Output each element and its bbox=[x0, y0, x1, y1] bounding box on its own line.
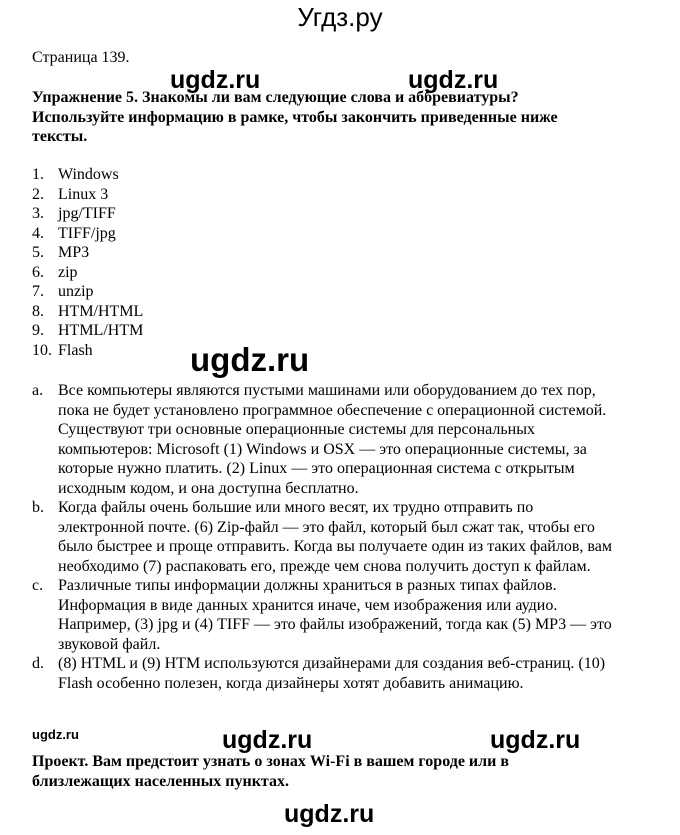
answer-text: zip bbox=[58, 263, 78, 281]
answer-item bbox=[32, 185, 143, 205]
text-letter: b. bbox=[32, 499, 44, 516]
project-text: Проект. Вам предстоит узнать о зонах Wi-Fi в вашем городе или в близлежащих населенных пунктах. bbox=[32, 753, 509, 790]
answer-text: TIFF/jpg bbox=[58, 224, 116, 242]
answer-number: 8. bbox=[32, 302, 44, 320]
text-body: Все компьютеры являются пустыми машинами или оборудованием до тех пор, пока не будет установлено программное обеспечение с операционной системой. Существуют три основные операционные системы для персональных компьютеров: Microsoft (1) Windows и OSX — это операционные системы, за которые нужно платить. (2) Linux — это операционная система с открытым исходным кодом, и она доступна бесплатно. bbox=[58, 382, 607, 497]
answer-number: 7. bbox=[32, 283, 44, 300]
answer-number: 9. bbox=[32, 322, 44, 339]
text-item bbox=[32, 654, 612, 693]
answer-text: Flash bbox=[58, 341, 93, 359]
answer-item bbox=[32, 341, 143, 361]
text-letter: a. bbox=[32, 382, 44, 399]
text-item bbox=[32, 576, 612, 654]
text-list bbox=[32, 381, 612, 693]
watermark: ugdz.ru bbox=[284, 800, 375, 828]
page-label: Страница 139. bbox=[32, 49, 130, 66]
answer-text: unzip bbox=[58, 283, 94, 300]
answer-item bbox=[32, 224, 143, 244]
answer-item bbox=[32, 263, 143, 283]
answer-number: 5. bbox=[32, 244, 44, 261]
answer-number: 1. bbox=[32, 166, 44, 183]
answer-text: HTML/HTM bbox=[58, 322, 144, 339]
text-letter: d. bbox=[32, 655, 44, 672]
watermark: ugdz.ru bbox=[32, 727, 79, 742]
text-body: Различные типы информации должны храниться в разных типах файлов. Информация в виде данных хранится иначе, чем изображения или аудио. Например, (3) jpg и (4) TIFF — это файлы изображений, тогда как (5) MP3 — это звуковой файл. bbox=[58, 577, 612, 653]
text-body: (8) HTML и (9) HTM используются дизайнерами для создания веб-страниц. (10) Flash особенно полезен, когда дизайнеры хотят добавить анимацию. bbox=[58, 655, 606, 692]
answer-list bbox=[32, 165, 143, 360]
answer-text: Linux 3 bbox=[58, 185, 109, 203]
answer-item bbox=[32, 302, 143, 322]
answer-item bbox=[32, 165, 143, 185]
answer-number: 4. bbox=[32, 224, 44, 242]
answer-item bbox=[32, 282, 143, 302]
answer-text: Windows bbox=[58, 166, 119, 183]
watermark: ugdz.ru bbox=[170, 66, 261, 94]
answer-item bbox=[32, 204, 143, 224]
watermark: ugdz.ru bbox=[190, 341, 310, 378]
watermark: ugdz.ru bbox=[408, 66, 499, 94]
exercise-title: Упражнение 5. Знакомы ли вам следующие слова и аббревиатуры? Используйте информацию в рамке, чтобы закончить приведенные ниже тексты. bbox=[32, 89, 558, 145]
text-item bbox=[32, 381, 612, 498]
watermark: ugdz.ru bbox=[490, 726, 581, 754]
text-letter: c. bbox=[32, 577, 44, 594]
answer-item bbox=[32, 321, 143, 341]
site-title: Угдз.ру bbox=[297, 2, 383, 32]
answer-text: MP3 bbox=[58, 244, 90, 261]
watermark: ugdz.ru bbox=[222, 726, 313, 754]
text-body: Когда файлы очень большие или много весят, их трудно отправить по электронной почте. (6) Zip-файл — это файл, который был сжат так, чтобы его было быстрее и проще отправить. Когда вы получаете один из таких файлов, вам необходимо (7) распаковать его, прежде чем снова получить доступ к файлам. bbox=[58, 499, 612, 575]
answer-number: 2. bbox=[32, 185, 44, 203]
answer-item bbox=[32, 243, 143, 263]
answer-number: 3. bbox=[32, 205, 44, 222]
answer-number: 6. bbox=[32, 263, 44, 281]
answer-text: HTM/HTML bbox=[58, 302, 144, 320]
answer-number: 10. bbox=[32, 341, 52, 359]
text-item bbox=[32, 498, 612, 576]
answer-text: jpg/TIFF bbox=[58, 205, 116, 222]
